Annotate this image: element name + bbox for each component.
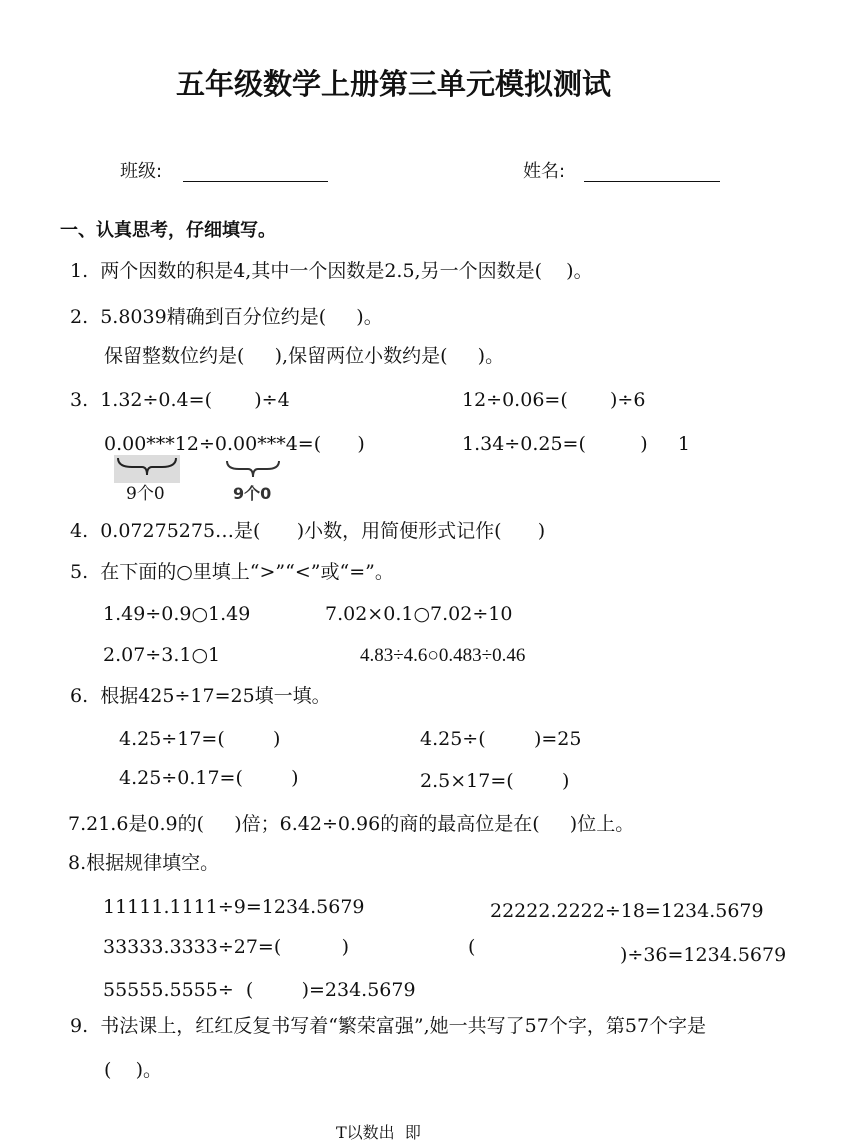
brace-label-1: 9个0 <box>126 484 165 504</box>
question-7: 7.21.6是0.9的( )倍；6.42÷0.96的商的最高位是在( )位上。 <box>68 813 635 835</box>
question-6-item-4: 2.5×17=( ) <box>420 770 570 792</box>
question-8: 8.根据规律填空。 <box>68 852 220 874</box>
brace-label-2: 9个0 <box>233 484 272 503</box>
question-9-line-2: ( )。 <box>104 1059 162 1081</box>
question-8-item-3: 33333.3333÷27=( ) <box>103 936 350 958</box>
question-5-item-2: 7.02×0.1○7.02÷10 <box>325 603 513 625</box>
question-5-item-1: 1.49÷0.9○1.49 <box>103 603 251 625</box>
question-6-item-3: 4.25÷0.17=( ) <box>119 767 299 789</box>
question-3-item-4: 1.34÷0.25=( ) 1 <box>462 433 690 455</box>
question-2: 2. 5.8039精确到百分位约是( )。 <box>70 306 383 328</box>
question-8-item-4-open: ( <box>468 936 476 958</box>
question-6-item-1: 4.25÷17=( ) <box>119 728 281 750</box>
class-label: 班级: <box>120 161 163 182</box>
section-heading: 一、认真思考，仔细填写。 <box>60 220 276 241</box>
curly-brace-icon <box>224 458 282 480</box>
question-3-item-1: 3. 1.32÷0.4=( )÷4 <box>70 389 290 411</box>
question-2-line-2: 保留整数位约是( ),保留两位小数约是( )。 <box>104 345 505 367</box>
question-8-item-2: 22222.2222÷18=1234.5679 <box>490 900 764 922</box>
question-1: 1. 两个因数的积是4,其中一个因数是2.5,另一个因数是( )。 <box>70 260 593 282</box>
question-3-item-3: 0.00***12÷0.00***4=( ) <box>104 433 365 455</box>
question-6-item-2: 4.25÷( )=25 <box>420 728 582 750</box>
question-8-item-5: 55555.5555÷ ( )=234.5679 <box>103 979 416 1001</box>
question-8-item-4: )÷36=1234.5679 <box>620 944 787 966</box>
question-4: 4. 0.07275275…是( )小数，用简便形式记作( ) <box>70 520 546 542</box>
class-field[interactable] <box>183 181 328 182</box>
name-label: 姓名: <box>523 161 566 182</box>
name-field[interactable] <box>584 181 720 182</box>
curly-brace-icon <box>114 455 180 477</box>
question-8-item-1: 11111.1111÷9=1234.5679 <box>103 896 365 918</box>
question-9: 9. 书法课上，红红反复书写着“繁荣富强”,她一共写了57个字，第57个字是 <box>70 1015 707 1037</box>
footer-text: T以数出 即 <box>336 1123 421 1142</box>
question-3-item-2: 12÷0.06=( )÷6 <box>462 389 646 411</box>
question-5: 5. 在下面的○里填上“>”“<”或“=”。 <box>70 561 394 583</box>
question-5-item-4: 4.83÷4.6○0.483÷0.46 <box>360 645 526 666</box>
page-title: 五年级数学上册第三单元模拟测试 <box>176 67 612 101</box>
question-5-item-3: 2.07÷3.1○1 <box>103 644 221 666</box>
question-6: 6. 根据425÷17=25填一填。 <box>70 685 331 707</box>
